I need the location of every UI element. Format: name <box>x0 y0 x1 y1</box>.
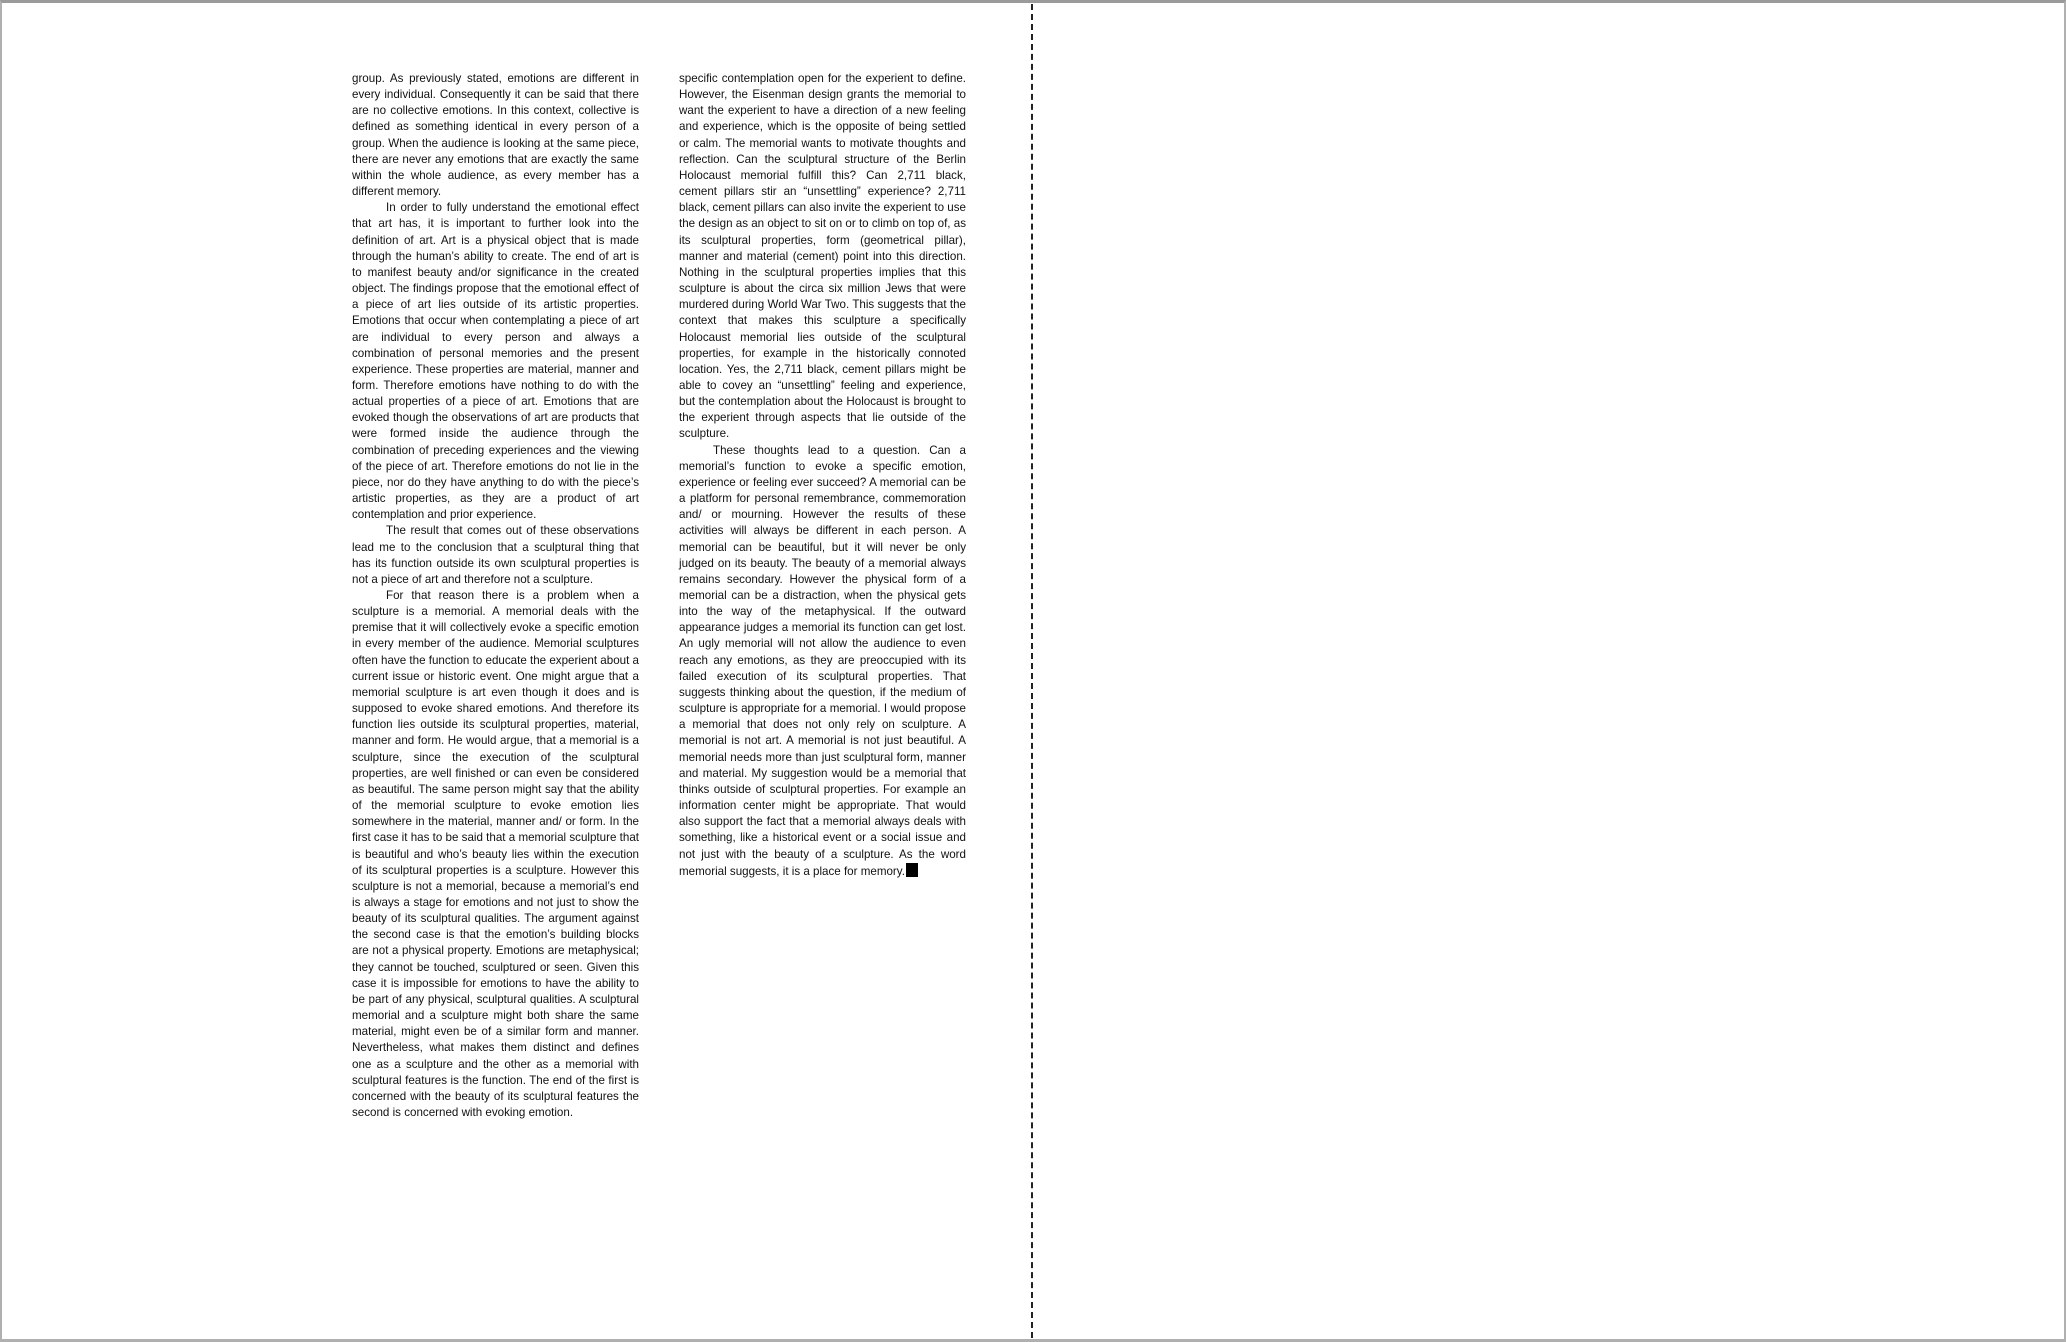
page-divider <box>1031 4 1033 1338</box>
last-paragraph <box>679 443 966 880</box>
paragraph: In order to fully understand the emotional effect that art has, it is important to further look into the definition of art. Art is a physical object that is made through the human’s ability to create. The end of art is to manifest beauty and/or significance in the created object. The findings propose that the emotional effect of a piece of art lies outside of its artistic properties. Emotions that occur when contemplating a piece of art are individual to every person and always a combination of personal memories and the present experience. These properties are material, manner and form. Therefore emotions have nothing to do with the actual properties of a piece of art. Emotions that are evoked though the observations of art are products that were formed inside the audience through the combination of preceding experiences and the viewing of the piece of art. Therefore emotions do not lie in the piece, nor do they have anything to do with the piece’s artistic properties, as they are a product of art contemplation and prior experience. <box>352 201 639 522</box>
left-text-column <box>352 71 639 1121</box>
paragraph: For that reason there is a problem when a sculpture is a memorial. A memorial deals with the premise that it will collectively evoke a specific emotion in every member of the audience. Memorial sculptures often have the function to educate the experient about a current issue or historic event. One might argue that a memorial sculpture is art even though it does and is supposed to evoke shared emotions. And therefore its function lies outside its sculptural properties, material, manner and form. He would argue, that a memorial is a sculpture, since the execution of the sculptural properties, are well finished or can even be considered as beautiful. The same person might say that the ability of the memorial sculpture to evoke emotion lies somewhere in the material, manner and/ or form. In the first case it has to be said that a memorial sculpture that is beautiful and who’s beauty lies within the execution of its sculptural properties is a sculpture. However this sculpture is not a memorial, because a memorial’s end is always a stage for emotions and not just to show the beauty of its sculptural qualities. The argument against the second case is that the emotion’s building blocks are not a physical property. Emotions are metaphysical; they cannot be touched, sculptured or seen. Given this case it is impossible for emotions to have the ability to be part of any physical, sculptural qualities. A sculptural memorial and a sculpture might both share the same material, might even be of a similar form and manner. Nevertheless, what makes them distinct and defines one as a sculpture and the other as a memorial with sculptural features is the function. The end of the first is concerned with the beauty of its sculptural features the second is concerned with evoking emotion. <box>352 589 639 1119</box>
right-text-column <box>679 71 966 880</box>
paragraph-text: These thoughts lead to a question. Can a memorial’s function to evoke a specific emotion, experience or feeling ever succeed? A memorial can be a platform for personal remembrance, commemoration and/ or mourning. However the results of these activities will always be different in each person. A memorial can be beautiful, but it will never be only judged on its beauty. The beauty of a memorial always remains secondary. However the physical form of a memorial can be a distraction, when the physical gets into the way of the metaphysical. If the outward appearance judges a memorial its function can get lost. An ugly memorial will not allow the audience to even reach any emotions, as they are preoccupied with its failed execution of its sculptural properties. That suggests thinking about the question, if the medium of sculpture is appropriate for a memorial. I would propose a memorial that does not only rely on sculpture. A memorial is not art. A memorial is not just beautiful. A memorial needs more than just sculptural form, manner and material. My suggestion would be a memorial that thinks outside of sculptural properties. For example an information center might be appropriate. That would also support the fact that a memorial always deals with something, like a historical event or a social issue and not just with the beauty of a sculpture. As the word memorial suggests, it is a place for memory. <box>679 443 966 878</box>
paragraph: The result that comes out of these observations lead me to the conclusion that a sculptural thing that has its function outside its own sculptural properties is not a piece of art and therefore not a sculpture. <box>352 524 639 586</box>
text-cursor <box>906 863 918 877</box>
paragraph: specific contemplation open for the experient to define. However, the Eisenman design grants the memorial to want the experient to have a direction of a new feeling and experience, which is the opposite of being settled or calm. The memorial wants to motivate thoughts and reflection. Can the sculptural structure of the Berlin Holocaust memorial fulfill this? Can 2,711 black, cement pillars stir an “unsettling” experience? 2,711 black, cement pillars can also invite the experient to use the design as an object to sit on or to climb on top of, as its sculptural properties, form (geometrical pillar), manner and material (cement) point into this direction. Nothing in the sculptural properties implies that this sculpture is about the circa six million Jews that were murdered during World War Two. This suggests that the context that makes this sculpture a specifically Holocaust memorial lies outside of the sculptural properties, for example in the historically connoted location. Yes, the 2,711 black, cement pillars might be able to covey an “unsettling” feeling and experience, but the contemplation about the Holocaust is brought to the experient through aspects that lie outside of the sculpture. <box>679 72 966 441</box>
paragraph: group. As previously stated, emotions are different in every individual. Consequently it can be said that there are no collective emotions. In this context, collective is defined as something identical in every person of a group. When the audience is looking at the same piece, there are never any emotions that are exactly the same within the whole audience, as every member has a different memory. <box>352 72 639 199</box>
